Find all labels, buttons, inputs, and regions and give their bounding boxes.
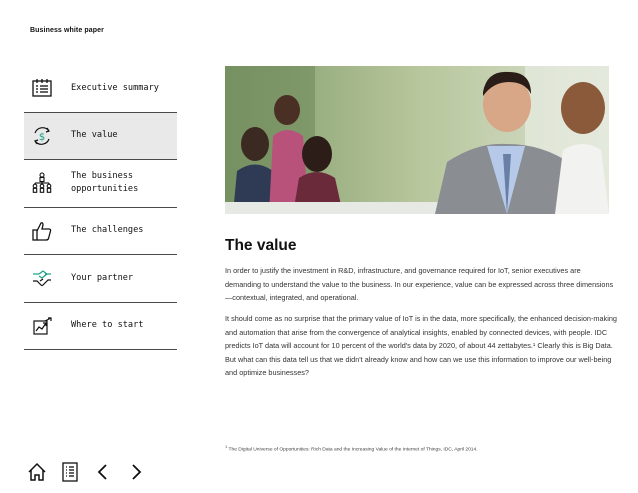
nav-item-the-value[interactable]	[24, 113, 177, 161]
nav-label: The business opportunities	[71, 171, 139, 195]
nav-label: Where to start	[71, 320, 144, 331]
report-list-icon	[31, 77, 53, 99]
nav-item-executive-summary[interactable]	[24, 65, 177, 113]
nav-item-where-to-start[interactable]	[24, 303, 177, 351]
body-paragraph-1: In order to justify the investment in R&D, infrastructure, and governance required for IoT, senior executives are demanding to understand the value to the business. In our experience, value can be expressed across three dimensions—contextual, integrated, and operational.	[225, 266, 614, 303]
chevron-left-icon[interactable]	[92, 461, 114, 483]
nav-label: Executive summary	[71, 82, 159, 93]
dollar-cycle-icon	[31, 125, 53, 147]
footnote-text: The Digital Universe of Opportunities: Rich Data and the Increasing Value of the Internet of Things, IDC, April 2014.	[227, 447, 478, 453]
svg-text:$: $	[38, 131, 46, 143]
nav-label: The challenges	[71, 225, 144, 236]
footnote-marker: 1	[225, 444, 228, 449]
body-paragraph-2: It should come as no surprise that the primary value of IoT is in the data, more specifically, the enhanced decision-making and automation that arise from the convergence of analytical insights, enabled by connected devices, with people. IDC predicts IoT data will account for 10 percent of the world's data by 2020, of about 44 zettabytes.¹ Clearly this is Big Data. But what can this data tell us that we didn't already know and how can we use this information to improve our well-being and optimize businesses?	[225, 314, 617, 378]
nav-label: The value	[71, 130, 118, 141]
nav-item-your-partner[interactable]	[24, 255, 177, 303]
handshake-icon	[31, 267, 53, 289]
section-navigation	[24, 65, 177, 350]
growth-chart-icon	[31, 315, 53, 337]
nav-item-business-opportunities[interactable]	[24, 160, 177, 208]
business-meeting-photo	[225, 66, 609, 214]
nav-item-the-challenges[interactable]	[24, 208, 177, 256]
chevron-right-icon[interactable]	[125, 461, 147, 483]
thumbs-up-icon	[31, 220, 53, 242]
contents-icon[interactable]	[59, 461, 81, 483]
home-icon[interactable]	[26, 461, 48, 483]
document-header-label: Business white paper	[30, 27, 104, 34]
bottom-navigation	[26, 460, 158, 484]
people-network-icon	[31, 172, 53, 194]
nav-label: Your partner	[71, 272, 134, 283]
section-title: The value	[225, 237, 297, 254]
footnote	[225, 444, 478, 453]
